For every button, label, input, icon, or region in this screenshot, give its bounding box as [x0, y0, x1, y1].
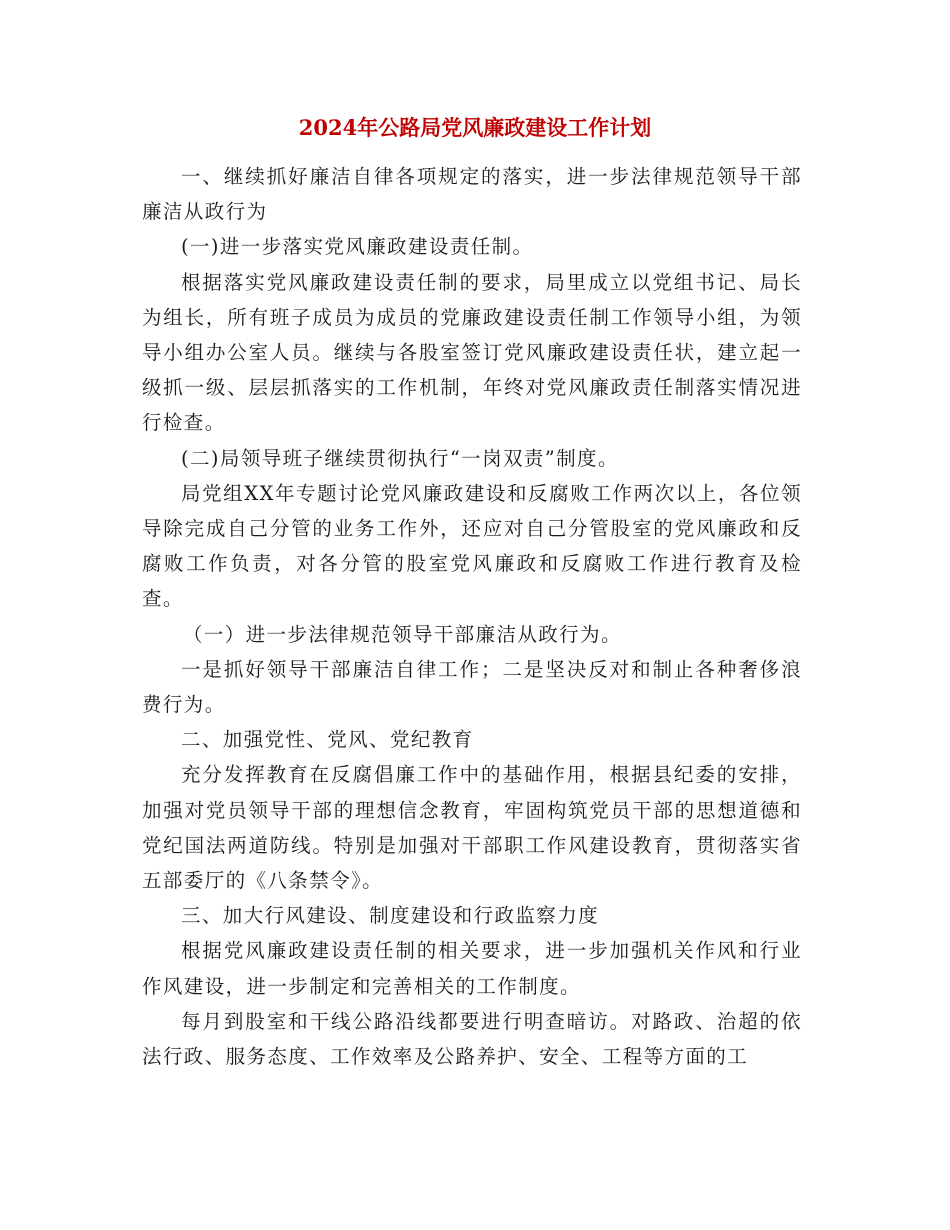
- subsection-heading-1-2: (二)局领导班子继续贯彻执行“一岗双责”制度。: [181, 446, 619, 470]
- paragraph-dual-responsibility: 局党组XX年专题讨论党风廉政建设和反腐败工作两次以上，各位领导除完成自己分管的业务工作外，还应对自己分管股室的党风廉政和反腐败工作负责，对各分管的股室党风廉政和反腐败工作进行教育及检查。: [142, 481, 802, 611]
- section-heading-1: 一、继续抓好廉洁自律各项规定的落实，进一步法律规范领导干部廉洁从政行为: [142, 165, 802, 224]
- paragraph-work-style: 根据党风廉政建设责任制的相关要求，进一步加强机关作风和行业作风建设，进一步制定和完善相关的工作制度。: [142, 939, 802, 998]
- paragraph-education: 充分发挥教育在反腐倡廉工作中的基础作用，根据县纪委的安排，加强对党员领导干部的理想信念教育，牢固构筑党员干部的思想道德和党纪国法两道防线。特别是加强对干部职工作风建设教育，贯彻落实省五部委厅的《八条禁令》。: [142, 763, 802, 893]
- paragraph-self-discipline: 一是抓好领导干部廉洁自律工作；二是坚决反对和制止各种奢侈浪费行为。: [142, 657, 802, 717]
- section-heading-3: 三、加大行风建设、制度建设和行政监察力度: [181, 904, 600, 928]
- paragraph-inspection: 每月到股室和干线公路沿线都要进行明查暗访。对路政、治超的依法行政、服务态度、工作效率及公路养护、安全、工程等方面的工: [142, 1009, 802, 1069]
- subsection-heading-1-3: （一）进一步法律规范领导干部廉洁从政行为。: [182, 622, 622, 646]
- paragraph-responsibility-system: 根据落实党风廉政建设责任制的要求，局里成立以党组书记、局长为组长，所有班子成员为成员的党廉政建设责任制工作领导小组，为领导小组办公室人员。继续与各股室签订党风廉政建设责任状，建立起一级抓一级、层层抓落实的工作机制，年终对党风廉政责任制落实情况进行检查。: [142, 270, 802, 435]
- section-heading-2: 二、加强党性、党风、党纪教育: [181, 728, 474, 752]
- document-title: 2024年公路局党风廉政建设工作计划: [298, 115, 652, 140]
- document-body: [142, 159, 802, 1074]
- subsection-heading-1-1: (一)进一步落实党风廉政建设责任制。: [181, 235, 534, 259]
